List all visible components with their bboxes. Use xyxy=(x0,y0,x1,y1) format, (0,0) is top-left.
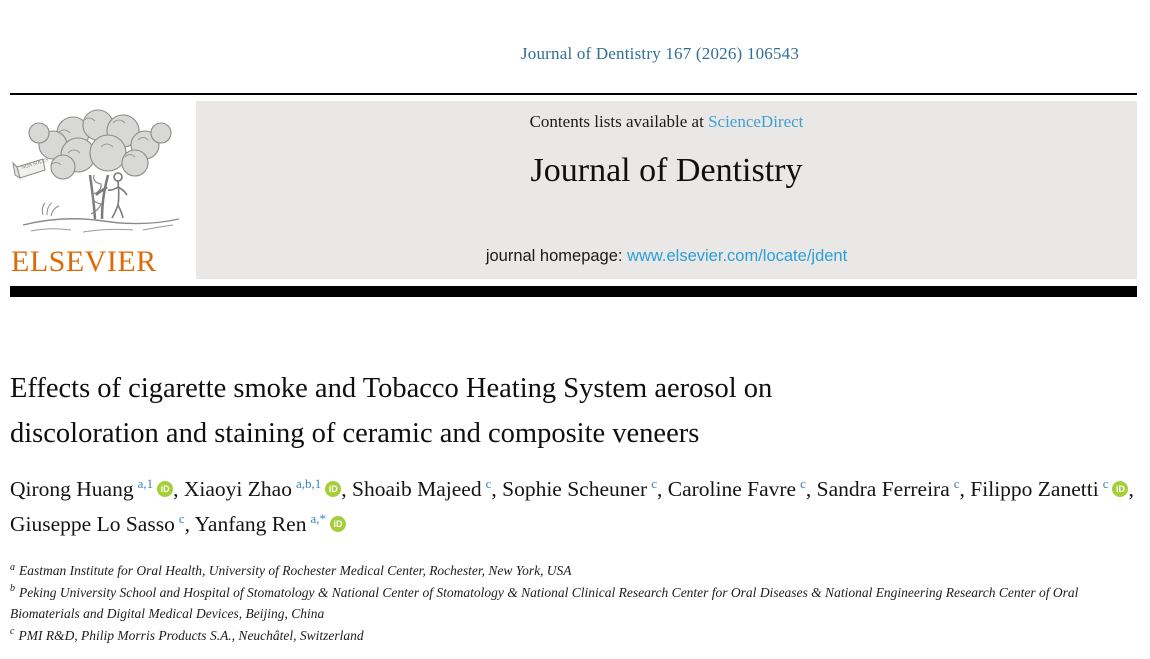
elsevier-logo[interactable] xyxy=(10,101,193,279)
author-name: Sophie Scheuner xyxy=(502,477,648,501)
journal-title: Journal of Dentistry xyxy=(530,152,803,189)
author-separator: , xyxy=(1128,477,1134,501)
contents-line xyxy=(196,112,1137,132)
author-affiliation-superscript: c xyxy=(651,475,657,491)
affiliations xyxy=(10,560,1136,646)
author-separator: , xyxy=(341,477,352,501)
author-name: Giuseppe Lo Sasso xyxy=(10,512,175,536)
non-solus-ribbon-text: NON SOLUS xyxy=(21,157,50,171)
elsevier-tree-icon xyxy=(11,103,191,245)
author-separator: , xyxy=(656,477,668,501)
affiliation-text: PMI R&D, Philip Morris Products S.A., Neuchâtel, Switzerland xyxy=(18,627,364,643)
orcid-icon[interactable]: iD xyxy=(330,516,346,532)
homepage-line xyxy=(196,247,1137,266)
author-affiliation-superscript: a,1 xyxy=(137,475,154,491)
author-name: Caroline Favre xyxy=(667,477,797,501)
author-affiliation-superscript: c xyxy=(800,475,806,491)
affiliation-row xyxy=(10,582,1136,625)
affiliation-text: Peking University School and Hospital of Stomatology & National Center of Stomatology & National Clinical Research Center for Oral Diseases & National Engineering Research Center of Oral Biomaterials and Digital Medical Devices, Beijing, China xyxy=(10,584,1079,621)
masthead-bottom-bar xyxy=(10,286,1137,297)
article-title-line-2: discoloration and staining of ceramic and composite veneers xyxy=(10,418,700,449)
author-name: Yanfang Ren xyxy=(194,512,307,536)
author-affiliation-superscript: a,* xyxy=(310,510,326,526)
author-affiliation-superscript: c xyxy=(1102,475,1109,491)
orcid-icon[interactable]: iD xyxy=(325,481,341,497)
orcid-icon[interactable]: iD xyxy=(157,481,173,497)
affiliation-marker: c xyxy=(10,626,15,637)
author-affiliation-superscript: c xyxy=(953,475,960,491)
author-affiliation-superscript: c xyxy=(485,475,492,491)
affiliation-marker: b xyxy=(10,583,15,594)
sciencedirect-link[interactable]: ScienceDirect xyxy=(708,112,804,131)
author-separator: , xyxy=(805,477,817,501)
author-separator: , xyxy=(959,477,971,501)
affiliation-row xyxy=(10,625,1136,647)
article-title-line-1: Effects of cigarette smoke and Tobacco Heating System aerosol on xyxy=(10,373,773,404)
affiliation-text: Eastman Institute for Oral Health, University of Rochester Medical Center, Rochester, New York, USA xyxy=(19,563,572,578)
running-head-citation: Journal of Dentistry 167 (2026) 106543 xyxy=(520,44,800,63)
journal-masthead xyxy=(10,101,1137,279)
author-name: Sandra Ferreira xyxy=(816,477,950,501)
affiliation-row xyxy=(10,560,1136,582)
journal-homepage-link[interactable]: www.elsevier.com/locate/jdent xyxy=(627,247,848,265)
author-name: Xiaoyi Zhao xyxy=(183,477,292,501)
affiliation-marker: a xyxy=(10,561,15,573)
masthead-top-rule xyxy=(10,93,1137,95)
author-name: Qirong Huang xyxy=(10,477,134,501)
author-list xyxy=(10,472,1136,542)
gardener-figure xyxy=(108,173,127,218)
author-affiliation-superscript: a,b,1 xyxy=(295,475,322,491)
author-affiliation-superscript: c xyxy=(178,510,185,526)
author-name: Shoaib Majeed xyxy=(352,477,482,501)
author-separator: , xyxy=(173,477,184,501)
contents-line-prefix: Contents lists available at xyxy=(529,112,709,131)
elsevier-wordmark: ELSEVIER xyxy=(11,245,157,278)
author-separator: , xyxy=(184,512,195,536)
masthead-panel xyxy=(196,101,1137,279)
author-separator: , xyxy=(491,477,503,501)
orcid-icon[interactable]: iD xyxy=(1112,481,1128,497)
author-name: Filippo Zanetti xyxy=(970,477,1099,501)
article-title xyxy=(10,366,1140,456)
homepage-line-prefix: journal homepage: xyxy=(485,247,628,265)
